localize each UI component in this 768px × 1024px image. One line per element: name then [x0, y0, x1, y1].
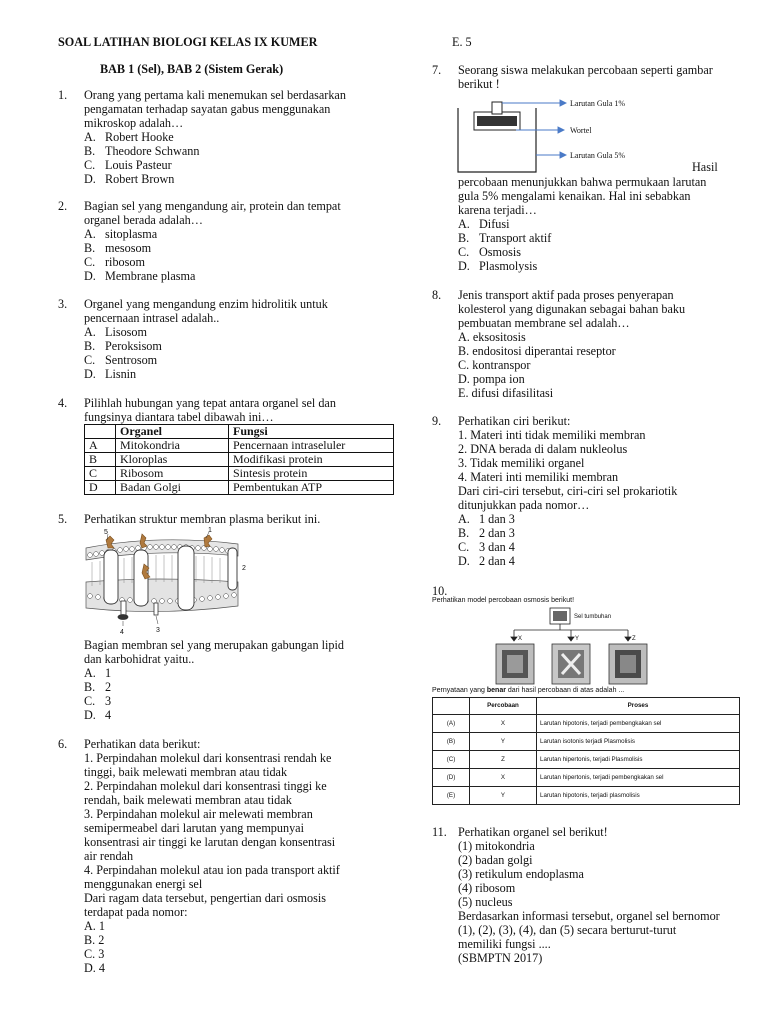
data-item: Dari ciri-ciri tersebut, ciri-ciri sel prokariotik [458, 484, 678, 498]
question-11 [432, 825, 732, 965]
table-row: B Kloroplas Modifikasi protein [85, 453, 394, 467]
option-c: C. 3 [84, 694, 112, 708]
question-text: percobaan menunjukkan bahwa permukaan larutan [458, 175, 707, 189]
option-c: C. Sentrosom [84, 353, 158, 367]
question-text: Berdasarkan informasi tersebut, organel sel bernomor [458, 909, 720, 923]
question-number: 3. [58, 297, 68, 311]
data-item: 3. Tidak memiliki organel [458, 456, 585, 470]
cell-icon [550, 608, 570, 624]
organel-item: (1) mitokondria [458, 839, 535, 853]
branch-lines [511, 624, 631, 641]
data-item: tinggi, baik melewati membran atau tidak [84, 765, 288, 779]
question-8 [432, 288, 732, 400]
option-a: A. Robert Hooke [84, 130, 174, 144]
option-b: B. Theodore Schwann [84, 144, 200, 158]
table-row: (D) X Larutan hipertonis, terjadi pembengkakan sel [433, 769, 740, 787]
question-text: memiliki fungsi .... [458, 937, 551, 951]
data-item: air rendah [84, 849, 134, 863]
figure-caption: Perhatikan model percobaan osmosis berikut! [432, 597, 575, 604]
question-number: 2. [58, 199, 68, 213]
option-a: A. 1 [84, 666, 112, 680]
table-header-row: Organel Fungsi [85, 425, 394, 439]
question-text: Orang yang pertama kali menemukan sel berdasarkan [84, 88, 346, 102]
data-item: terdapat pada nomor: [84, 905, 188, 919]
option-c: C. ribosom [84, 255, 145, 269]
question-text: gula 5% mengalami kenaikan. Hal ini sebabkan [458, 189, 691, 203]
data-item: 4. Materi inti memiliki membran [458, 470, 619, 484]
question-text: Perhatikan data berikut: [84, 737, 201, 751]
table-row: (B) Y Larutan isotonis terjadi Plasmolisis [433, 733, 740, 751]
question-text: Perhatikan organel sel berikut! [458, 825, 608, 839]
question-text: kolesterol yang digunakan sebagai bahan baku [458, 302, 686, 316]
figure-label: 3 [156, 627, 160, 634]
question-text: pengamatan terhadap sayatan gabus menggunakan [84, 102, 331, 116]
page-title: SOAL LATIHAN BIOLOGI KELAS IX KUMER [58, 35, 318, 49]
question-number: 11. [432, 825, 447, 839]
carrot-tube [474, 102, 520, 130]
option-c: C. Louis Pasteur [84, 158, 172, 172]
option-b: B. mesosom [84, 241, 152, 255]
beaker-label-x: X [518, 636, 523, 642]
beaker-label-y: Y [575, 636, 580, 642]
question-1 [58, 88, 364, 186]
question-text: organel berada adalah… [84, 213, 203, 227]
data-item: Dari ragam data tersebut, pengertian dari osmosis [84, 891, 326, 905]
question-text: (1), (2), (3), (4), dan (5) secara berturut-turut [458, 923, 677, 937]
beaker-x [496, 644, 534, 684]
organel-item: (4) ribosom [458, 881, 516, 895]
table-row: D Badan Golgi Pembentukan ATP [85, 481, 394, 495]
data-item: ditunjukkan pada nomor… [458, 498, 590, 512]
option-b: B. 2 dan 3 [458, 526, 515, 540]
table-row: (E) Y Larutan hipotonis, terjadi plasmolisis [433, 787, 740, 805]
option-d: D. pompa ion [458, 372, 525, 386]
question-number: 10. [432, 584, 448, 598]
question-number: 6. [58, 737, 68, 751]
percobaan-table [432, 697, 740, 805]
cell-label: Sel tumbuhan [574, 614, 612, 620]
beaker-y [552, 644, 590, 684]
option-a: A. 1 dan 3 [458, 512, 515, 526]
data-item: 1. Materi inti tidak memiliki membran [458, 428, 646, 442]
data-item: 2. DNA berada di dalam nukleolus [458, 442, 628, 456]
option-a: A. eksositosis [458, 330, 526, 344]
question-text: Bagian membran sel yang merupakan gabungan lipid [84, 638, 344, 652]
option-b: B. endositosi diperantai reseptor [458, 344, 616, 358]
option-b: B. 2 [84, 933, 105, 947]
option-a: A. Lisosom [84, 325, 147, 339]
osmosis-cell-diagram [432, 606, 732, 688]
figure-label: 2 [242, 565, 246, 572]
organel-table [84, 424, 394, 495]
membrane-diagram [78, 526, 248, 636]
question-number: 7. [432, 63, 442, 77]
question-6 [58, 737, 364, 975]
option-d: D. Plasmolysis [458, 259, 538, 273]
page-subtitle: BAB 1 (Sel), BAB 2 (Sistem Gerak) [100, 62, 284, 76]
option-e: E. difusi difasilitasi [458, 386, 554, 400]
question-text: mikroskop adalah… [84, 116, 184, 130]
beaker-z [609, 644, 647, 684]
question-text: fungsinya diantara tabel dibawah ini… [84, 410, 274, 424]
figure-label: 4 [120, 629, 124, 636]
option-a: A. Difusi [458, 217, 510, 231]
question-text: Perhatikan struktur membran plasma berikut ini. [84, 512, 321, 526]
option-c: C. 3 [84, 947, 105, 961]
beaker-label-z: Z [632, 636, 636, 642]
option-a: A. 1 [84, 919, 105, 933]
question-text: Jenis transport aktif pada proses penyerapan [458, 288, 674, 302]
data-item: menggunakan energi sel [84, 877, 203, 891]
organel-item: (2) badan golgi [458, 853, 533, 867]
table-row: (A) X Larutan hipotonis, terjadi pembengkakan sel [433, 715, 740, 733]
table-header-row: Percobaan Proses [433, 698, 740, 715]
question-number: 4. [58, 396, 68, 410]
data-item: 2. Perpindahan molekul dari konsentrasi tinggi ke [84, 779, 327, 793]
question-text: pencernaan intrasel adalah.. [84, 311, 220, 325]
question-text: Bagian sel yang mengandung air, protein dan tempat [84, 199, 341, 213]
option-d: D. 2 dan 4 [458, 554, 515, 568]
question-3 [58, 297, 364, 381]
option-d: D. Membrane plasma [84, 269, 196, 283]
figure-label: 5 [104, 529, 108, 536]
question-number: 9. [432, 414, 442, 428]
question-5-continued [58, 638, 364, 722]
figure-label: Larutan Gula 1% [570, 99, 626, 108]
question-number: 1. [58, 88, 68, 102]
osmosis-setup-diagram [454, 94, 684, 180]
data-item: 1. Perpindahan molekul dari konsentrasi rendah ke [84, 751, 332, 765]
figure-label: 1 [208, 527, 212, 534]
option-b: B. Transport aktif [458, 231, 552, 245]
question-text: Perhatikan ciri berikut: [458, 414, 571, 428]
data-item: rendah, baik melewati membran atau tidak [84, 793, 292, 807]
table-row: (C) Z Larutan hipertonis, terjadi Plasmolisis [433, 751, 740, 769]
option-d: D. Robert Brown [84, 172, 175, 186]
question-text: Pilihlah hubungan yang tepat antara organel sel dan [84, 396, 336, 410]
figure-label: Wortel [570, 126, 592, 135]
question-number: 8. [432, 288, 442, 302]
question-text: dan karbohidrat yaitu.. [84, 652, 195, 666]
table-row: C Ribosom Sintesis protein [85, 467, 394, 481]
question-text: pembuatan membrane sel adalah… [458, 316, 630, 330]
data-item: semipermeabel dari larutan yang mempunyai [84, 821, 304, 835]
data-item: 3. Perpindahan molekul air melewati membran [84, 807, 313, 821]
option-e: E. 5 [452, 35, 472, 49]
data-item: konsentrasi air tinggi ke larutan dengan konsentrasi [84, 835, 336, 849]
source-note: (SBMPTN 2017) [458, 951, 543, 965]
question-9 [432, 414, 732, 568]
option-d: D. 4 [84, 708, 112, 722]
organel-item: (3) retikulum endoplasma [458, 867, 584, 881]
question-2 [58, 199, 364, 283]
statement: Pernyataan yang benar dari hasil percobaan di atas adalah ... [432, 687, 625, 694]
organel-item: (5) nucleus [458, 895, 513, 909]
data-item: 4. Perpindahan molekul atau ion pada transport aktif [84, 863, 340, 877]
option-c: C. 3 dan 4 [458, 540, 515, 554]
table-row: A Mitokondria Pencernaan intraseluler [85, 439, 394, 453]
question-text: berikut ! [458, 77, 500, 91]
question-4 [58, 396, 364, 495]
option-b: B. 2 [84, 680, 112, 694]
question-text: karena terjadi… [458, 203, 537, 217]
question-number: 5. [58, 512, 68, 526]
question-7-continued [432, 175, 732, 273]
option-d: D. Lisnin [84, 367, 137, 381]
figure-label: Larutan Gula 5% [570, 151, 626, 160]
option-d: D. 4 [84, 961, 105, 975]
question-text: Organel yang mengandung enzim hidrolitik untuk [84, 297, 328, 311]
option-c: C. kontranspor [458, 358, 531, 372]
option-b: B. Peroksisom [84, 339, 162, 353]
question-text: Hasil [692, 160, 718, 174]
question-7 [432, 63, 732, 91]
question-text: Seorang siswa melakukan percobaan seperti gambar [458, 63, 713, 77]
question-5 [58, 512, 364, 526]
option-a: A. sitoplasma [84, 227, 158, 241]
option-c: C. Osmosis [458, 245, 521, 259]
